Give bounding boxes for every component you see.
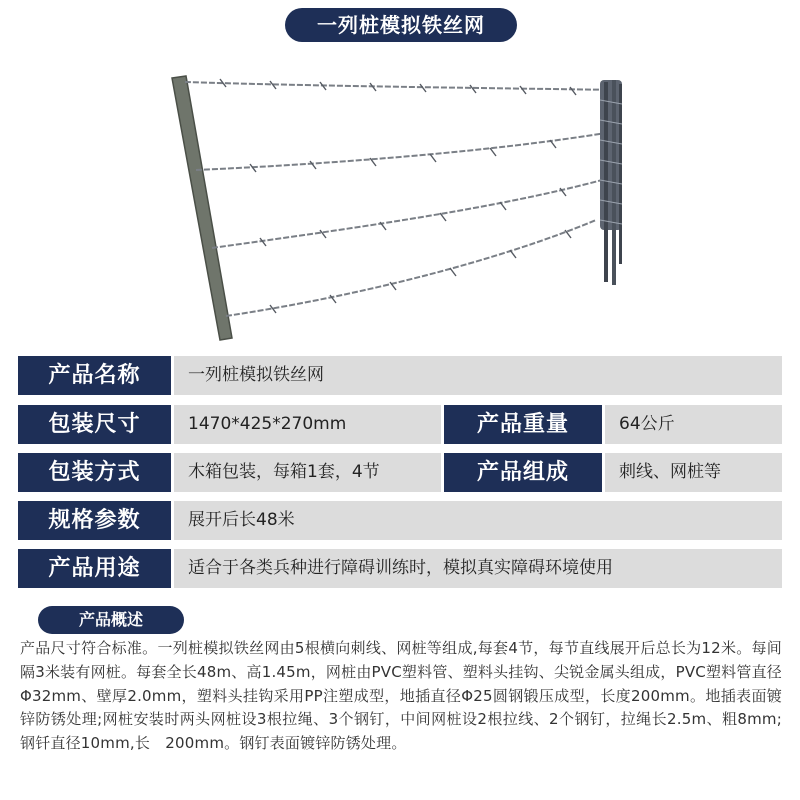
barbed-wires (185, 82, 622, 316)
page-title: 一列桩模拟铁丝网 (285, 8, 517, 42)
left-pole (172, 76, 232, 340)
spec-value: 展开后长48米 (174, 501, 782, 540)
barbed-wire (196, 132, 612, 170)
spec-label: 产品用途 (18, 549, 171, 588)
barbed-wire (212, 180, 602, 248)
wire-bundle (600, 80, 622, 285)
spec-value: 木箱包装，每箱1套，4节 (174, 453, 441, 492)
spec-row-product-name (18, 356, 782, 395)
product-photo (160, 60, 640, 360)
spec-value: 适合于各类兵种进行障碍训练时，模拟真实障碍环境使用 (174, 549, 782, 588)
spec-label: 规格参数 (18, 501, 171, 540)
spec-value: 1470*425*270mm (174, 405, 441, 444)
barbs (220, 79, 576, 313)
spec-value: 刺线、网桩等 (605, 453, 782, 492)
barbed-wire (226, 220, 596, 316)
barbed-wire-fence-illustration (160, 60, 640, 360)
spec-row-package-size (18, 405, 782, 444)
spec-label: 产品组成 (444, 453, 602, 492)
spec-row-product-usage (18, 549, 782, 588)
spec-label: 包装方式 (18, 453, 171, 492)
spec-row-package-method (18, 453, 782, 492)
spec-label: 包装尺寸 (18, 405, 171, 444)
overview-text: 产品尺寸符合标准。一列桩模拟铁丝网由5根横向刺线、网桩等组成,每套4节，每节直线展开后总长为12米。每间隔3米装有网桩。每套全长48m、高1.45m，网桩由PVC塑料管、塑料头挂钩、尖锐金属头组成，PVC塑料管直径Φ32mm、壁厚2.0mm，塑料头挂钩采用PP注塑成型，地插直径Φ25圆钢锻压成型，长度200mm。地插表面镀锌防锈处理;网桩安装时两头网桩设3根拉绳、3个钢钉，中间网桩设2根拉线、2个钢钉，拉绳长2.5m、粗8mm;钢钎直径10mm,长 200mm。钢钉表面镀锌防锈处理。 (20, 639, 782, 753)
spec-value: 一列桩模拟铁丝网 (174, 356, 782, 395)
overview-heading: 产品概述 (38, 606, 184, 634)
spec-label: 产品名称 (18, 356, 171, 395)
barbed-wire (185, 82, 622, 90)
spec-label: 产品重量 (444, 405, 602, 444)
spec-row-spec-params (18, 501, 782, 540)
spec-value: 64公斤 (605, 405, 782, 444)
